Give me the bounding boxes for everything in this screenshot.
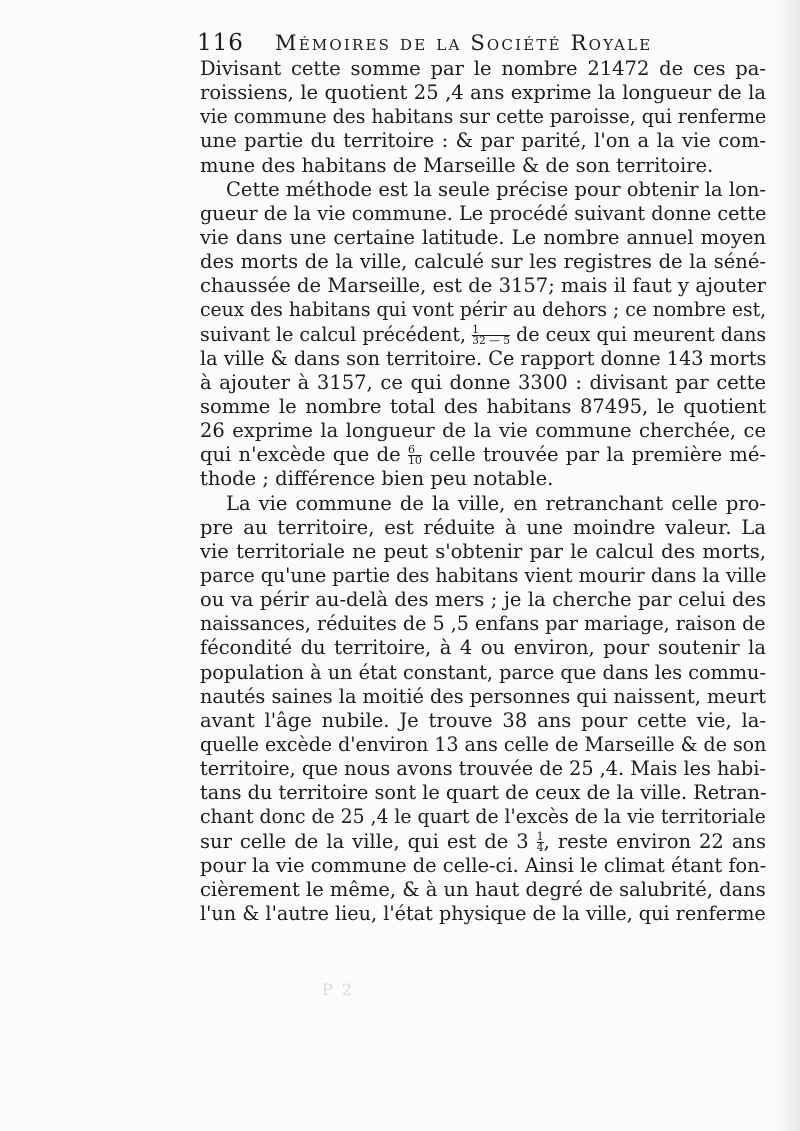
text-line: vie commune des habitans sur cette paroisse, qui renferme (200, 105, 767, 129)
text-line-with-fraction (200, 322, 767, 347)
text-line: naissances, réduites de 5 ,5 enfans par mariage, raison de (200, 612, 766, 636)
fraction-numerator: 6 (408, 445, 422, 456)
signature-mark: P 2 (322, 980, 355, 999)
text-line: parce qu'une partie des habitans vient mourir dans la ville (200, 563, 767, 587)
page-number: 116 (197, 30, 244, 56)
text-line: gueur de la vie commune. Le procédé suivant donne cette (200, 201, 767, 225)
text-segment: celle trouvée par la première mé- (429, 443, 767, 467)
text-line: cièrement le même, & à un haut degré de salubrité, dans (200, 877, 766, 901)
text-line: à ajouter à 3157, ce qui donne 3300 : divisant par cette (200, 370, 766, 394)
text-line: quelle excède d'environ 13 ans celle de Marseille & de son (200, 732, 767, 756)
fraction-numerator: 1 (472, 325, 510, 336)
text-line: territoire, que nous avons trouvée de 25 ,4. Mais les habi- (200, 757, 766, 781)
text-line: tans du territoire sont le quart de ceux de la ville. Retran- (200, 781, 767, 805)
text-segment: , reste environ 22 ans (543, 829, 767, 853)
text-line: thode ; différence bien peu notable. (200, 467, 554, 491)
running-title: Mémoires de la Société Royale (275, 31, 653, 55)
text-line: avant l'âge nubile. Je trouve 38 ans pour cette vie, la- (200, 708, 766, 732)
text-line: ceux des habitans qui vont périr au dehors ; ce nombre est, (200, 298, 767, 322)
text-line: somme le nombre total des habitans 87495, le quotient (200, 394, 766, 418)
text-line: pour la vie commune de celle-ci. Ainsi le climat étant fon- (200, 853, 767, 877)
text-segment: sur celle de la ville, qui est de 3 (200, 829, 529, 853)
text-line: mune des habitans de Marseille & de son territoire. (200, 153, 714, 177)
text-line: Divisant cette somme par le nombre 21472 de ces pa- (200, 57, 766, 80)
text-line: population à un état constant, parce que dans les commu- (200, 660, 766, 684)
body-text (200, 57, 766, 926)
fraction (536, 829, 544, 854)
text-line: La vie commune de la ville, en retranchant celle pro- (226, 491, 766, 515)
fraction-denominator: 4 (536, 840, 544, 854)
text-line: ou va périr au-delà des mers ; je la cherche par celui des (200, 588, 766, 612)
text-line: chaussée de Marseille, est de 3157; mais il faut y ajouter (200, 274, 766, 298)
text-line-with-fraction (200, 443, 766, 467)
fraction (472, 322, 511, 347)
text-line: roissiens, le quotient 25 ,4 ans exprime la longueur de la (200, 81, 766, 105)
text-line: nautés saines la moitié des personnes qui naissent, meurt (200, 684, 767, 708)
fraction-denominator: 32 — 5 (472, 333, 511, 347)
text-line: chant donc de 25 ,4 le quart de l'excès de la vie territoriale (200, 805, 766, 829)
text-line: Cette méthode est la seule précise pour obtenir la lon- (226, 177, 766, 201)
text-line: la ville & dans son territoire. Ce rapport donne 143 morts (200, 346, 767, 370)
fraction-numerator: 1 (536, 829, 544, 843)
text-line: fécondité du territoire, à 4 ou environ, pour soutenir la (200, 636, 766, 660)
fraction (408, 445, 422, 466)
text-line: 26 exprime la longueur de la vie commune cherchée, ce (200, 419, 766, 443)
text-line: une partie du territoire : & par parité, l'on a la vie com- (200, 129, 766, 153)
text-line: vie dans une certaine latitude. Le nombre annuel moyen (200, 225, 766, 249)
text-line: l'un & l'autre lieu, l'état physique de la ville, qui renferme (200, 901, 766, 925)
text-segment: de ceux qui meurent dans (516, 322, 767, 346)
running-header (197, 30, 717, 60)
fraction-denominator: 10 (407, 454, 422, 468)
text-segment: qui n'excède que de (200, 443, 401, 467)
text-line: pre au territoire, est réduite à une moindre valeur. La (200, 515, 766, 539)
text-line: vie territoriale ne peut s'obtenir par le calcul des morts, (200, 539, 766, 563)
text-segment: suivant le calcul précédent, (200, 322, 467, 346)
text-line: des morts de la ville, calculé sur les registres de la séné- (200, 250, 766, 274)
text-line-with-fraction (200, 830, 766, 854)
